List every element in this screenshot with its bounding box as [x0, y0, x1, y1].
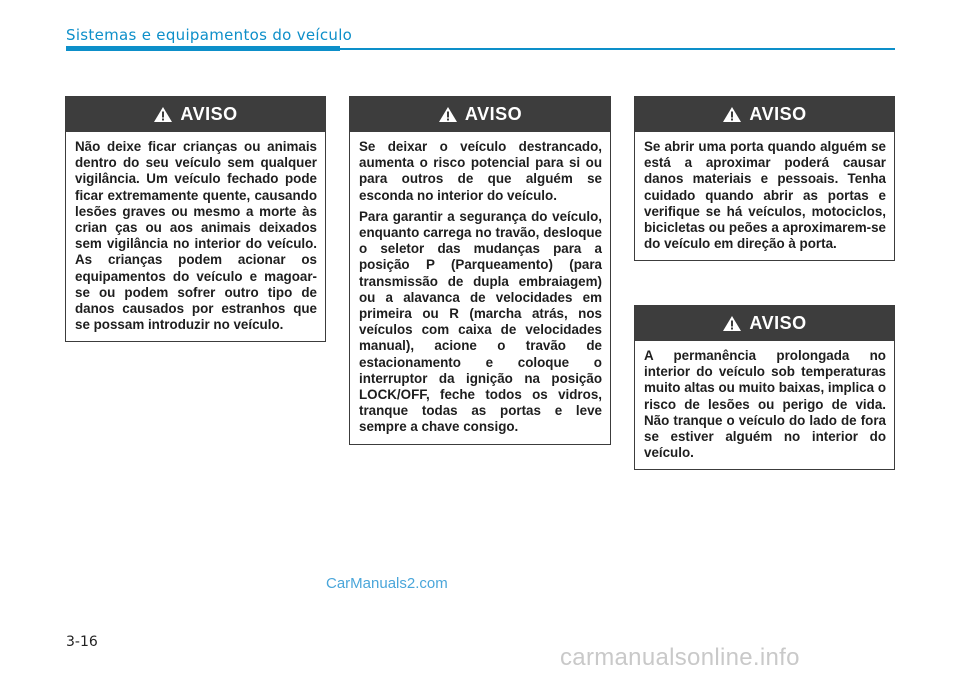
header-rule-thin [340, 48, 895, 50]
warning-heading: AVISO [749, 104, 807, 124]
warning-paragraph: Para garantir a segurança do veículo, enquanto carrega no travão, desloque o seletor das mudanças para a posição P (Parqueamento) (para transmissão de dupla embraiagem) ou a alavanca de velocidades em primeira ou R (marcha atrás, nos veículos com caixa de velocidades manual), acione o travão de estacionamento e coloque o interruptor da ignição na posição LOCK/OFF, feche todos os vidros, tranque todas as portas e leve sempre a chave consigo. [359, 208, 602, 435]
warning-paragraph: Não deixe ficar crianças ou animais dentro do seu veículo sem qualquer vigilância. Um veículo fechado pode ficar extremamente quente, causando lesões graves ou mesmo a morte às crian ças ou aos animais deixados sem vigilância no interior do veículo. As crianças podem acionar os equipamentos do veículo e magoar-se ou podem sofrer outro tipo de danos causados por estranhos que se possam introduzir no veículo. [75, 139, 317, 333]
warning-header [66, 97, 325, 132]
warning-box-temperature [634, 305, 895, 470]
section-title: Sistemas e equipamentos do veículo [66, 26, 353, 44]
header-rule-thick [66, 46, 340, 51]
warning-text [66, 132, 325, 341]
warning-header [635, 97, 894, 132]
warning-header [635, 306, 894, 341]
warning-paragraph: A permanência prolongada no interior do veículo sob temperaturas muito altas ou muito baixas, implica o risco de lesões ou perigo de vida. Não tranque o veículo do lado de fora se estiver alguém no interior do veículo. [644, 348, 886, 461]
warning-text [350, 132, 610, 444]
watermark-link[interactable]: CarManuals2.com [326, 575, 448, 592]
warning-paragraph: Se deixar o veículo destrancado, aumenta o risco potencial para si ou para outros de que alguém se esconda no interior do veículo. [359, 139, 602, 203]
warning-text [635, 341, 894, 469]
warning-box-children-pets [65, 96, 326, 342]
warning-paragraph: Se abrir uma porta quando alguém se está a aproximar poderá causar danos materiais e pessoais. Tenha cuidado quando abrir as portas e verifique se há veículos, motociclos, bicicletas ou peões a aproximarem-se do veículo em direção à porta. [644, 139, 886, 252]
warning-heading: AVISO [180, 104, 238, 124]
page-number: 3-16 [66, 634, 98, 650]
watermark-footer: carmanualsonline.info [560, 644, 800, 671]
warning-triangle-icon [722, 106, 742, 123]
warning-text [635, 132, 894, 260]
warning-header [350, 97, 610, 132]
warning-triangle-icon [153, 106, 173, 123]
warning-box-vehicle-security [349, 96, 611, 445]
warning-heading: AVISO [749, 313, 807, 333]
warning-triangle-icon [722, 315, 742, 332]
warning-triangle-icon [438, 106, 458, 123]
warning-heading: AVISO [464, 104, 523, 124]
warning-box-opening-doors [634, 96, 895, 261]
